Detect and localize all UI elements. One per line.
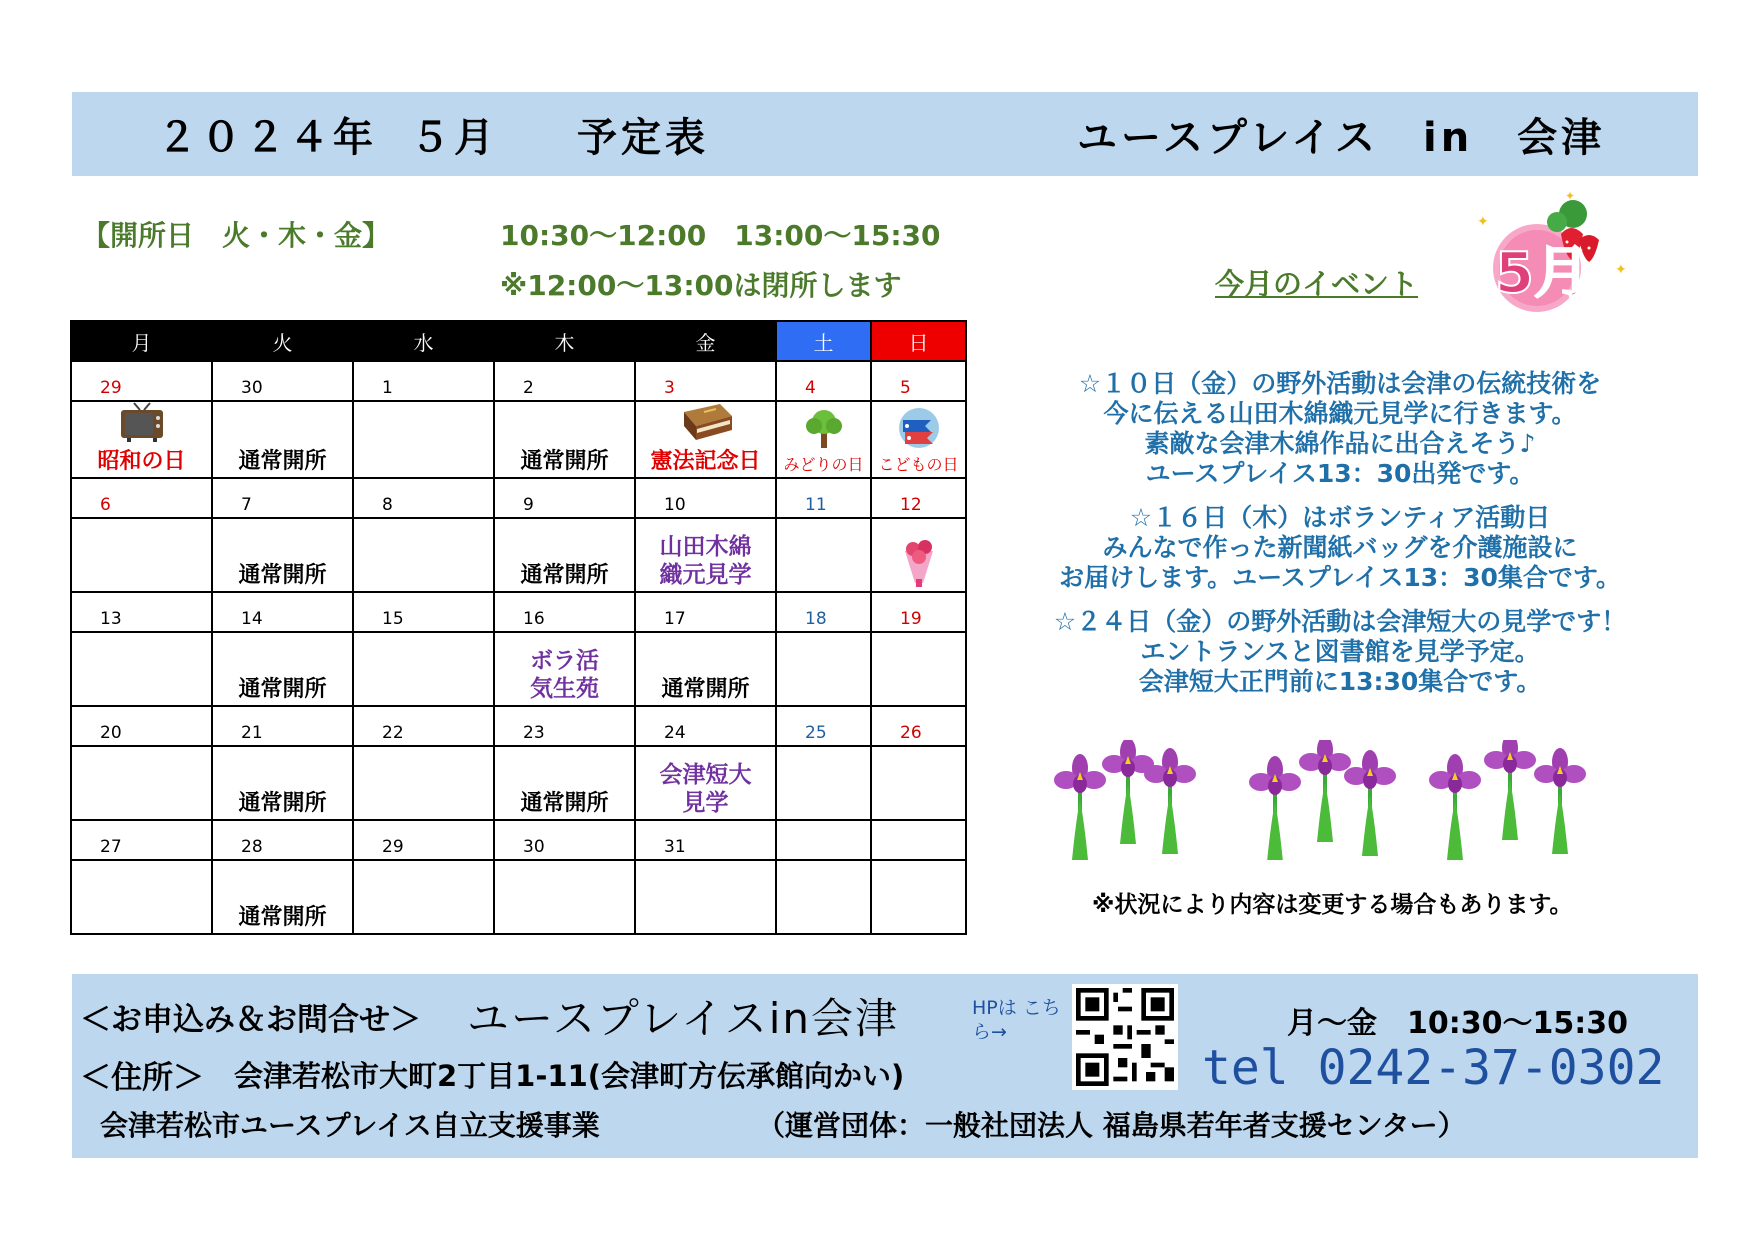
- iris-flowers-illustration: [1050, 740, 1610, 860]
- book-icon: [676, 402, 736, 442]
- day-number: 4: [776, 361, 871, 401]
- day-number: 3: [635, 361, 776, 401]
- day-cell: [212, 401, 353, 478]
- badge-text: 5月: [1495, 241, 1590, 306]
- day-cell: [494, 860, 635, 934]
- day-number: 30: [494, 820, 635, 860]
- hp-link-label[interactable]: HPは こちら→: [972, 997, 1061, 1043]
- open-label: 通常開所: [520, 563, 609, 588]
- week-2-cells: [71, 518, 966, 592]
- holiday-label: こどもの日: [878, 455, 959, 474]
- open-hours: 10:30～12:00 13:00～15:30: [500, 219, 941, 252]
- day-number: 14: [212, 592, 353, 632]
- svg-text:✦: ✦: [1615, 262, 1627, 278]
- change-notice: ※状況により内容は変更する場合もあります。: [1092, 892, 1573, 918]
- contact-name: ユースプレイスin会津: [467, 994, 899, 1043]
- event-line: お届けします。ユースプレイス13：30集合です。: [1059, 563, 1621, 592]
- weekday-fri: 金: [635, 321, 776, 361]
- day-number: 17: [635, 592, 776, 632]
- week-4-cells: [71, 746, 966, 820]
- weekday-sun: 日: [871, 321, 966, 361]
- event-line: ユースプレイス13：30出発です。: [1145, 459, 1535, 488]
- day-cell: [353, 518, 494, 592]
- open-label: 通常開所: [520, 791, 609, 816]
- day-number: 12: [871, 478, 966, 518]
- address-label: ＜住所＞: [80, 1060, 204, 1096]
- day-number: 5: [871, 361, 966, 401]
- holiday-label: みどりの日: [783, 455, 864, 474]
- header-org: ユースプレイス in 会津: [1077, 115, 1606, 161]
- day-cell: [212, 518, 353, 592]
- day-cell: [871, 401, 966, 478]
- phone-number[interactable]: tel 0242-37-0302: [1202, 1040, 1665, 1096]
- day-number: 27: [71, 820, 212, 860]
- day-cell: [353, 401, 494, 478]
- open-label: 通常開所: [238, 791, 327, 816]
- weekday-thu: 木: [494, 321, 635, 361]
- open-days-label: 【開所日 火・木・金】: [82, 219, 391, 252]
- event-line: ☆２４日（金）の野外活動は会津短大の見学です！: [1053, 607, 1627, 636]
- weekday-tue: 火: [212, 321, 353, 361]
- week-1-cells: [71, 401, 966, 478]
- header-year: ２０２４年: [157, 115, 377, 161]
- operator-name: （運営団体：一般社団法人 福島県若年者支援センター）: [757, 1109, 1466, 1142]
- day-cell: [212, 860, 353, 934]
- open-label: 通常開所: [520, 449, 609, 474]
- day-cell: [776, 860, 871, 934]
- footer-hours: 月～金 10:30～15:30: [1287, 1006, 1628, 1041]
- event-line: 素敵な会津木綿作品に出合えそう♪: [1144, 429, 1536, 458]
- day-cell: [635, 632, 776, 706]
- weekday-mon: 月: [71, 321, 212, 361]
- day-number: 24: [635, 706, 776, 746]
- day-cell: [635, 860, 776, 934]
- header-month: ５月: [410, 115, 498, 161]
- day-cell: [635, 518, 776, 592]
- holiday-label: 憲法記念日: [650, 449, 761, 474]
- calendar-table: [70, 320, 967, 935]
- day-cell: [635, 401, 776, 478]
- week-3-dates: [71, 592, 966, 632]
- tree-icon: [802, 406, 846, 450]
- day-number: 26: [871, 706, 966, 746]
- tv-icon: [119, 402, 165, 442]
- event-line: ☆１０日（金）の野外活動は会津の伝統技術を: [1078, 369, 1602, 398]
- day-cell: [871, 746, 966, 820]
- day-cell: [71, 632, 212, 706]
- day-number: 22: [353, 706, 494, 746]
- may-badge: [1465, 186, 1635, 316]
- event-line: エントランスと図書館を見学予定。: [1140, 637, 1540, 666]
- week-3-cells: [71, 632, 966, 706]
- event-label: ボラ活 気生苑: [530, 648, 599, 702]
- event-line: 会津短大正門前に13:30集合です。: [1138, 667, 1542, 696]
- holiday-label: 昭和の日: [97, 449, 186, 474]
- svg-text:✦: ✦: [1477, 214, 1489, 230]
- day-cell: [871, 860, 966, 934]
- qr-code[interactable]: [1072, 984, 1178, 1090]
- day-cell: [71, 401, 212, 478]
- event-line: みんなで作った新聞紙バッグを介護施設に: [1102, 533, 1578, 562]
- footer-band: [72, 974, 1698, 1158]
- day-number: 18: [776, 592, 871, 632]
- day-number: 28: [212, 820, 353, 860]
- day-number: 8: [353, 478, 494, 518]
- day-number: 25: [776, 706, 871, 746]
- day-cell: [871, 518, 966, 592]
- day-cell: [776, 518, 871, 592]
- event-line: ☆１６日（木）はボランティア活動日: [1129, 503, 1551, 532]
- events-list: [1020, 355, 1660, 711]
- week-5-cells: [71, 860, 966, 934]
- day-number: 10: [635, 478, 776, 518]
- day-cell: [776, 746, 871, 820]
- day-cell: [353, 860, 494, 934]
- day-number: 29: [71, 361, 212, 401]
- day-cell: [212, 632, 353, 706]
- address: 会津若松市大町2丁目1-11(会津町方伝承館向かい): [234, 1059, 905, 1093]
- day-number: 16: [494, 592, 635, 632]
- day-number: 31: [635, 820, 776, 860]
- week-2-dates: [71, 478, 966, 518]
- day-number: 21: [212, 706, 353, 746]
- header-band: [72, 92, 1698, 176]
- day-cell: [71, 746, 212, 820]
- day-cell: [776, 401, 871, 478]
- day-number: 13: [71, 592, 212, 632]
- day-cell: [494, 518, 635, 592]
- weekday-wed: 水: [353, 321, 494, 361]
- day-number: [871, 820, 966, 860]
- day-cell: [776, 632, 871, 706]
- day-cell: [635, 746, 776, 820]
- day-number: 6: [71, 478, 212, 518]
- svg-text:✦: ✦: [1565, 189, 1576, 203]
- day-cell: [71, 860, 212, 934]
- contact-label: ＜お申込み＆お問合せ＞: [80, 1002, 421, 1038]
- day-cell: [71, 518, 212, 592]
- qr-code-icon: [1076, 988, 1174, 1086]
- events-title: 今月のイベント: [1215, 267, 1419, 301]
- day-number: 20: [71, 706, 212, 746]
- weekday-sat: 土: [776, 321, 871, 361]
- open-label: 通常開所: [238, 563, 327, 588]
- day-number: 11: [776, 478, 871, 518]
- project-name: 会津若松市ユースプレイス自立支援事業: [100, 1109, 600, 1142]
- open-label: 通常開所: [238, 449, 327, 474]
- day-number: 7: [212, 478, 353, 518]
- event-label: 山田木綿 織元見学: [659, 534, 752, 588]
- event-line: 今に伝える山田木綿織元見学に行きます。: [1103, 399, 1577, 428]
- week-1-dates: [71, 361, 966, 401]
- day-number: 30: [212, 361, 353, 401]
- day-cell: [494, 746, 635, 820]
- koinobori-icon: [895, 406, 943, 450]
- day-cell: [494, 632, 635, 706]
- day-number: 15: [353, 592, 494, 632]
- closed-note: ※12:00～13:00は閉所します: [500, 269, 902, 302]
- day-number: 29: [353, 820, 494, 860]
- week-4-dates: [71, 706, 966, 746]
- day-cell: [871, 632, 966, 706]
- open-label: 通常開所: [238, 677, 327, 702]
- day-number: [776, 820, 871, 860]
- day-cell: [212, 746, 353, 820]
- header-schedule: 予定表: [577, 115, 709, 161]
- day-cell: [353, 746, 494, 820]
- day-cell: [494, 401, 635, 478]
- open-label: 通常開所: [661, 677, 750, 702]
- weekday-header-row: [71, 321, 966, 361]
- bouquet-icon: [899, 533, 939, 589]
- day-number: 23: [494, 706, 635, 746]
- day-number: 1: [353, 361, 494, 401]
- open-label: 通常開所: [238, 905, 327, 930]
- day-cell: [353, 632, 494, 706]
- event-label: 会津短大 見学: [659, 762, 752, 816]
- week-5-dates: [71, 820, 966, 860]
- day-number: 2: [494, 361, 635, 401]
- day-number: 19: [871, 592, 966, 632]
- day-number: 9: [494, 478, 635, 518]
